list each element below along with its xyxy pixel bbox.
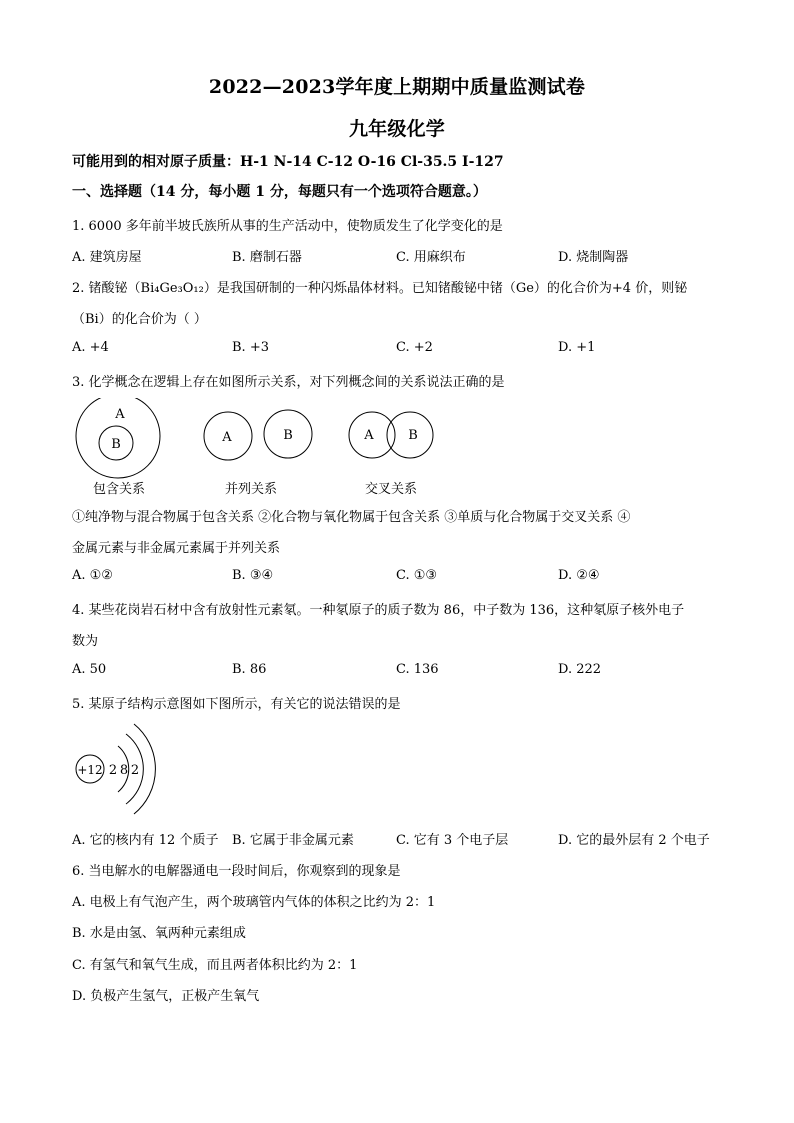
q1-option-d: D. 烧制陶器	[558, 250, 629, 265]
containment-label-b: B	[111, 437, 121, 452]
exam-title: 2022—2023学年度上期期中质量监测试卷	[208, 76, 586, 98]
q4-stem-line1: 4. 某些花岗岩石材中含有放射性元素氡。一种氡原子的质子数为 86，中子数为 136，这种氡原子核外电子	[72, 603, 685, 618]
q3-option-b: B. ③④	[232, 568, 274, 583]
q5-option-b: B. 它属于非金属元素	[232, 833, 354, 848]
q2-option-b: B. +3	[232, 340, 269, 355]
q1-option-a: A. 建筑房屋	[72, 250, 142, 265]
q4-option-b: B. 86	[232, 662, 267, 677]
q6-stem: 6. 当电解水的电解器通电一段时间后，你观察到的现象是	[72, 864, 401, 879]
caption-parallel: 并列关系	[225, 482, 278, 497]
q6-option-c: C. 有氢气和氧气生成，而且两者体积比约为 2：1	[72, 958, 358, 973]
q4-stem-line2: 数为	[72, 634, 99, 649]
q6-option-a: A. 电极上有气泡产生，两个玻璃管内气体的体积之比约为 2：1	[72, 895, 436, 910]
shell-3-electrons: 2	[130, 763, 140, 778]
q4-option-d: D. 222	[558, 662, 602, 677]
q2-option-d: D. +1	[558, 340, 596, 355]
q3-option-a: A. ①②	[72, 568, 113, 583]
q3-statements-line2: 金属元素与非金属元素属于并列关系	[72, 541, 281, 556]
q1-option-b: B. 磨制石器	[232, 250, 302, 265]
q2-option-a: A. +4	[72, 340, 109, 355]
q2-stem-line2: （Bi）的化合价为（ ）	[72, 312, 207, 327]
parallel-label-a: A	[222, 430, 232, 445]
q6-option-d: D. 负极产生氢气，正极产生氧气	[72, 989, 260, 1004]
q3-option-c: C. ①③	[396, 568, 438, 583]
q1-stem: 1. 6000 多年前半坡氏族所从事的生产活动中，使物质发生了化学变化的是	[72, 219, 503, 234]
q2-option-c: C. +2	[396, 340, 433, 355]
parallel-label-b: B	[283, 428, 293, 443]
caption-containment: 包含关系	[93, 482, 146, 497]
q5-stem: 5. 某原子结构示意图如下图所示，有关它的说法错误的是	[72, 697, 401, 712]
cross-label-a: A	[364, 428, 374, 443]
q5-option-a: A. 它的核内有 12 个质子	[72, 833, 219, 848]
q6-option-b: B. 水是由氢、氧两种元素组成	[72, 926, 246, 941]
nucleus-charge: +12	[77, 763, 103, 777]
containment-label-a: A	[115, 407, 125, 422]
q5-option-c: C. 它有 3 个电子层	[396, 833, 509, 848]
q4-option-a: A. 50	[72, 662, 107, 677]
exam-subtitle: 九年级化学	[348, 118, 445, 140]
q3-stem: 3. 化学概念在逻辑上存在如图所示关系，对下列概念间的关系说法正确的是	[72, 375, 505, 390]
q2-stem-line1: 2. 锗酸铋（Bi₄Ge₃O₁₂）是我国研制的一种闪烁晶体材料。已知锗酸铋中锗（Ge）的化合价为+4 价，则铋	[72, 281, 688, 296]
q3-option-d: D. ②④	[558, 568, 600, 583]
cross-label-b: B	[408, 428, 418, 443]
venn-containment	[76, 398, 160, 478]
q1-option-c: C. 用麻织布	[396, 250, 466, 265]
q4-option-c: C. 136	[396, 662, 439, 677]
q5-option-d: D. 它的最外层有 2 个电子	[558, 833, 710, 848]
caption-intersection: 交叉关系	[365, 482, 418, 497]
venn-intersection	[349, 412, 433, 458]
shell-2-electrons: 8	[119, 763, 129, 778]
shell-1-electrons: 2	[108, 763, 118, 778]
atom-structure-diagram	[70, 722, 180, 820]
venn-parallel	[204, 410, 312, 460]
q3-statements-line1: ①纯净物与混合物属于包含关系 ②化合物与氧化物属于包含关系 ③单质与化合物属于交叉关系 ④	[72, 510, 631, 525]
atomic-masses: 可能用到的相对原子质量：H-1 N-14 C-12 O-16 Cl-35.5 I-127	[72, 154, 504, 170]
section-heading: 一、选择题（14 分，每小题 1 分，每题只有一个选项符合题意。）	[72, 184, 487, 200]
